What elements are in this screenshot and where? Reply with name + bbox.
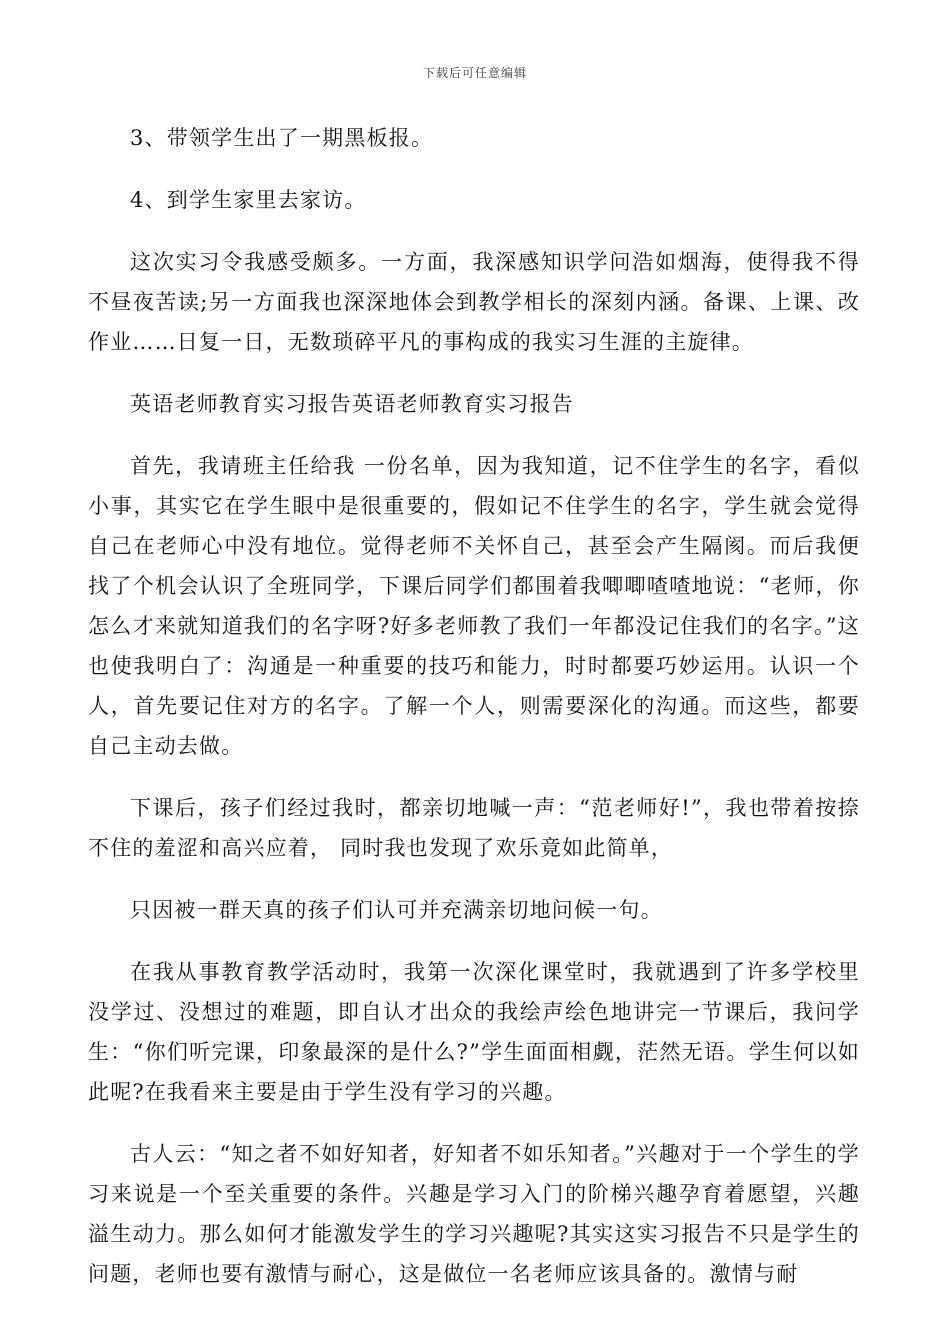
paragraph-interest: 古人云：“知之者不如好知者，好知者不如乐知者。”兴趣对于一个学生的学习来说是一个至关重要的条件。兴趣是学习入门的阶梯兴趣孕育着愿望，兴趣溢生动力。那么如何才能激发学生的学习兴趣呢?其实这实习报告不只是学生的问题，老师也要有激情与耐心，这是做位一名老师应该具备的。激情与耐: [88, 1142, 860, 1286]
paragraph-greeting: 下课后，孩子们经过我时，都亲切地喊一声：“范老师好!”，我也带着按捺不住的羞涩和高兴应着， 同时我也发现了欢乐竟如此简单，: [88, 796, 860, 860]
paragraph-title-line: 英语老师教育实习报告英语老师教育实习报告: [130, 392, 574, 416]
paragraph-item-4: 4、到学生家里去家访。: [130, 188, 367, 212]
page-header: 下载后可任意编辑: [422, 66, 527, 80]
paragraph-names: 首先，我请班主任给我 一份名单，因为我知道，记不住学生的名字，看似小事，其实它在学生眼中是很重要的，假如记不住学生的名字，学生就会觉得自己在老师心中没有地位。觉得老师不关怀自己，甚至会产生隔阂。而后我便找了个机会认识了全班同学，下课后同学们都围着我唧唧喳喳地说：“老师，你怎么才来就知道我们的名字呀?好多老师教了我们一年都没记住我们的名字。”这也使我明白了：沟通是一种重要的技巧和能力，时时都要巧妙运用。认识一个人，首先要记住对方的名字。了解一个人，则需要深化的沟通。而这些，都要自己主动去做。: [88, 454, 860, 758]
paragraph-classroom: 在我从事教育教学活动时，我第一次深化课堂时，我就遇到了许多学校里没学过、没想过的难题，即自认才出众的我绘声绘色地讲完一节课后，我问学生：“你们听完课，印象最深的是什么?”学生面面相觑，茫然无语。学生何以如此呢?在我看来主要是由于学生没有学习的兴趣。: [88, 960, 860, 1104]
paragraph-recognition: 只因被一群天真的孩子们认可并充满亲切地问候一句。: [130, 898, 663, 922]
paragraph-reflection: 这次实习令我感受颇多。一方面，我深感知识学问浩如烟海，使得我不得不昼夜苦读;另一方面我也深深地体会到教学相长的深刻内涵。备课、上课、改作业……日复一日，无数琐碎平凡的事构成的我实习生涯的主旋律。: [88, 250, 860, 354]
paragraph-item-3: 3、带领学生出了一期黑板报。: [130, 126, 434, 150]
document-body: [88, 118, 860, 1316]
